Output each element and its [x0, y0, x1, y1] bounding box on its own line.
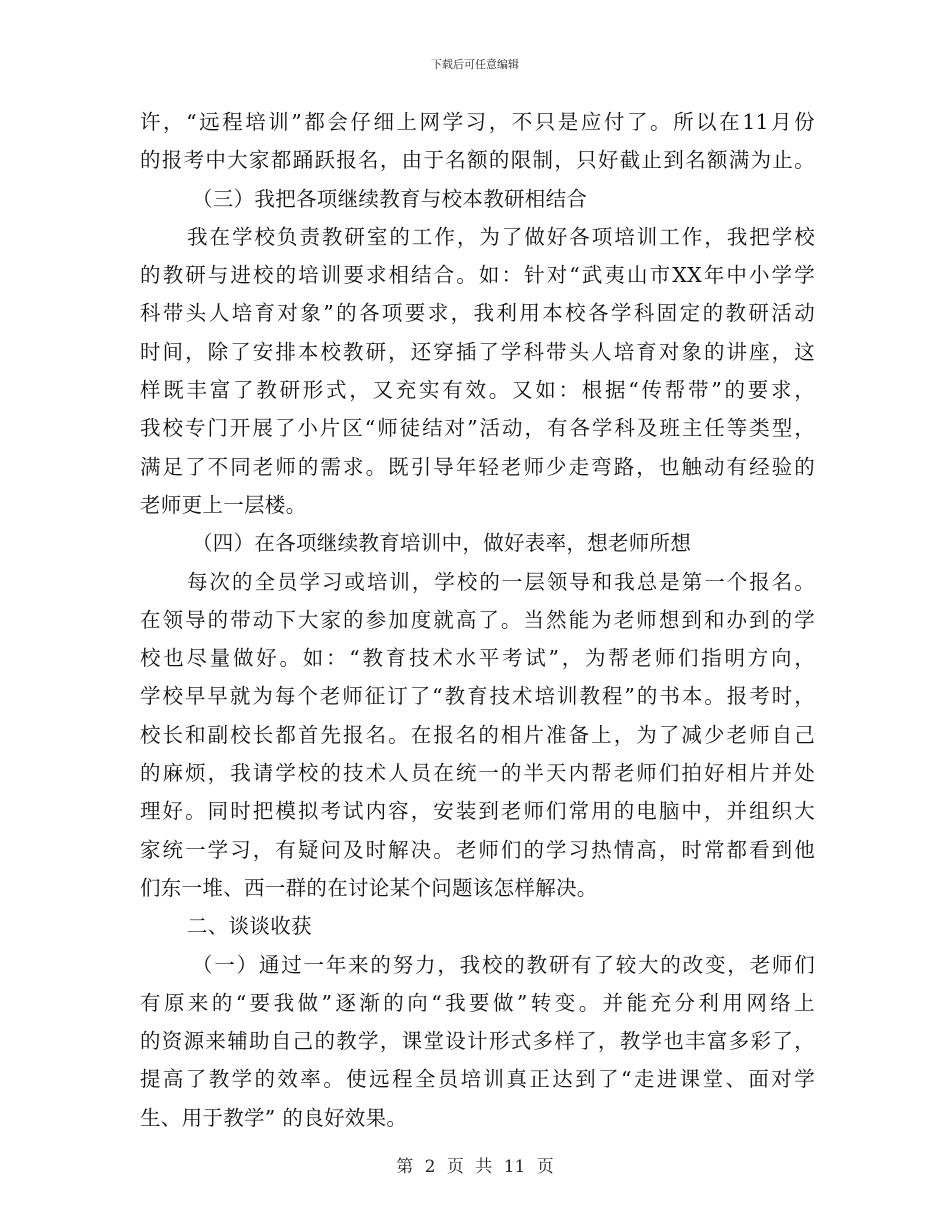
text-line: 时间，除了安排本校教研，还穿插了学科带头人培育对象的讲座，这 — [140, 339, 815, 364]
text-line: 许，“远程培训”都会仔细上网学习，不只是应付了。所以在11月份 — [140, 110, 815, 134]
page-footer: 第 2 页 共 11 页 — [396, 1157, 554, 1177]
text-line: 我在学校负责教研室的工作，为了做好各项培训工作，我把学校 — [187, 224, 815, 249]
text-line: （一）通过一年来的努力，我校的教研有了较大的改变，老师们 — [192, 952, 815, 977]
text-line: （三）我把各项继续教育与校本教研相结合 — [192, 186, 588, 211]
text-line: 样既丰富了教研形式，又充实有效。又如：根据“传帮带”的要求， — [140, 378, 815, 403]
text-line: 校长和副校长都首先报名。在报名的相片准备上，为了减少老师自己 — [140, 722, 815, 747]
text-line: 我校专门开展了小片区“师徒结对”活动，有各学科及班主任等类型， — [140, 416, 815, 441]
text-line: 有原来的“要我做”逐渐的向“我要做”转变。并能充分利用网络上 — [140, 990, 815, 1015]
text-line: 每次的全员学习或培训，学校的一层领导和我总是第一个报名。 — [187, 569, 815, 594]
text-line: 老师更上一层楼。 — [140, 492, 307, 517]
text-line: 提高了教学的效率。使远程全员培训真正达到了“走进课堂、面对学 — [140, 1067, 815, 1092]
text-line: 的教研与进校的培训要求相结合。如：针对“武夷山市XX年中小学学 — [140, 263, 815, 288]
text-line: 们东一堆、西一群的在讨论某个问题该怎样解决。 — [140, 875, 598, 900]
text-line: 的报考中大家都踊跃报名，由于名额的限制，只好截止到名额满为止。 — [140, 148, 815, 173]
text-line: 学校早早就为每个老师征订了“教育技术培训教程”的书本。报考时， — [140, 684, 815, 709]
text-line: 的资源来辅助自己的教学，课堂设计形式多样了，教学也丰富多彩了， — [140, 1029, 815, 1054]
text-line: 生、用于教学” 的良好效果。 — [140, 1105, 408, 1130]
page-header: 下载后可任意编辑 — [431, 58, 519, 71]
text-line: 满足了不同老师的需求。既引导年轻老师少走弯路，也触动有经验的 — [140, 454, 815, 479]
text-line: 校也尽量做好。如：“教育技术水平考试”，为帮老师们指明方向， — [140, 646, 815, 671]
text-line: 的麻烦，我请学校的技术人员在统一的半天内帮老师们拍好相片并处 — [140, 761, 815, 786]
text-line: 科带头人培育对象”的各项要求，我利用本校各学科固定的教研活动 — [140, 301, 815, 326]
text-line: 在领导的带动下大家的参加度就高了。当然能为老师想到和办到的学 — [140, 607, 815, 632]
text-line: 二、谈谈收获 — [187, 914, 312, 939]
text-line: （四）在各项继续教育培训中，做好表率，想老师所想 — [192, 531, 692, 556]
document-body — [140, 103, 815, 1137]
text-line: 理好。同时把模拟考试内容，安装到老师们常用的电脑中，并组织大 — [140, 799, 815, 824]
text-line: 家统一学习，有疑问及时解决。老师们的学习热情高，时常都看到他 — [140, 837, 815, 862]
